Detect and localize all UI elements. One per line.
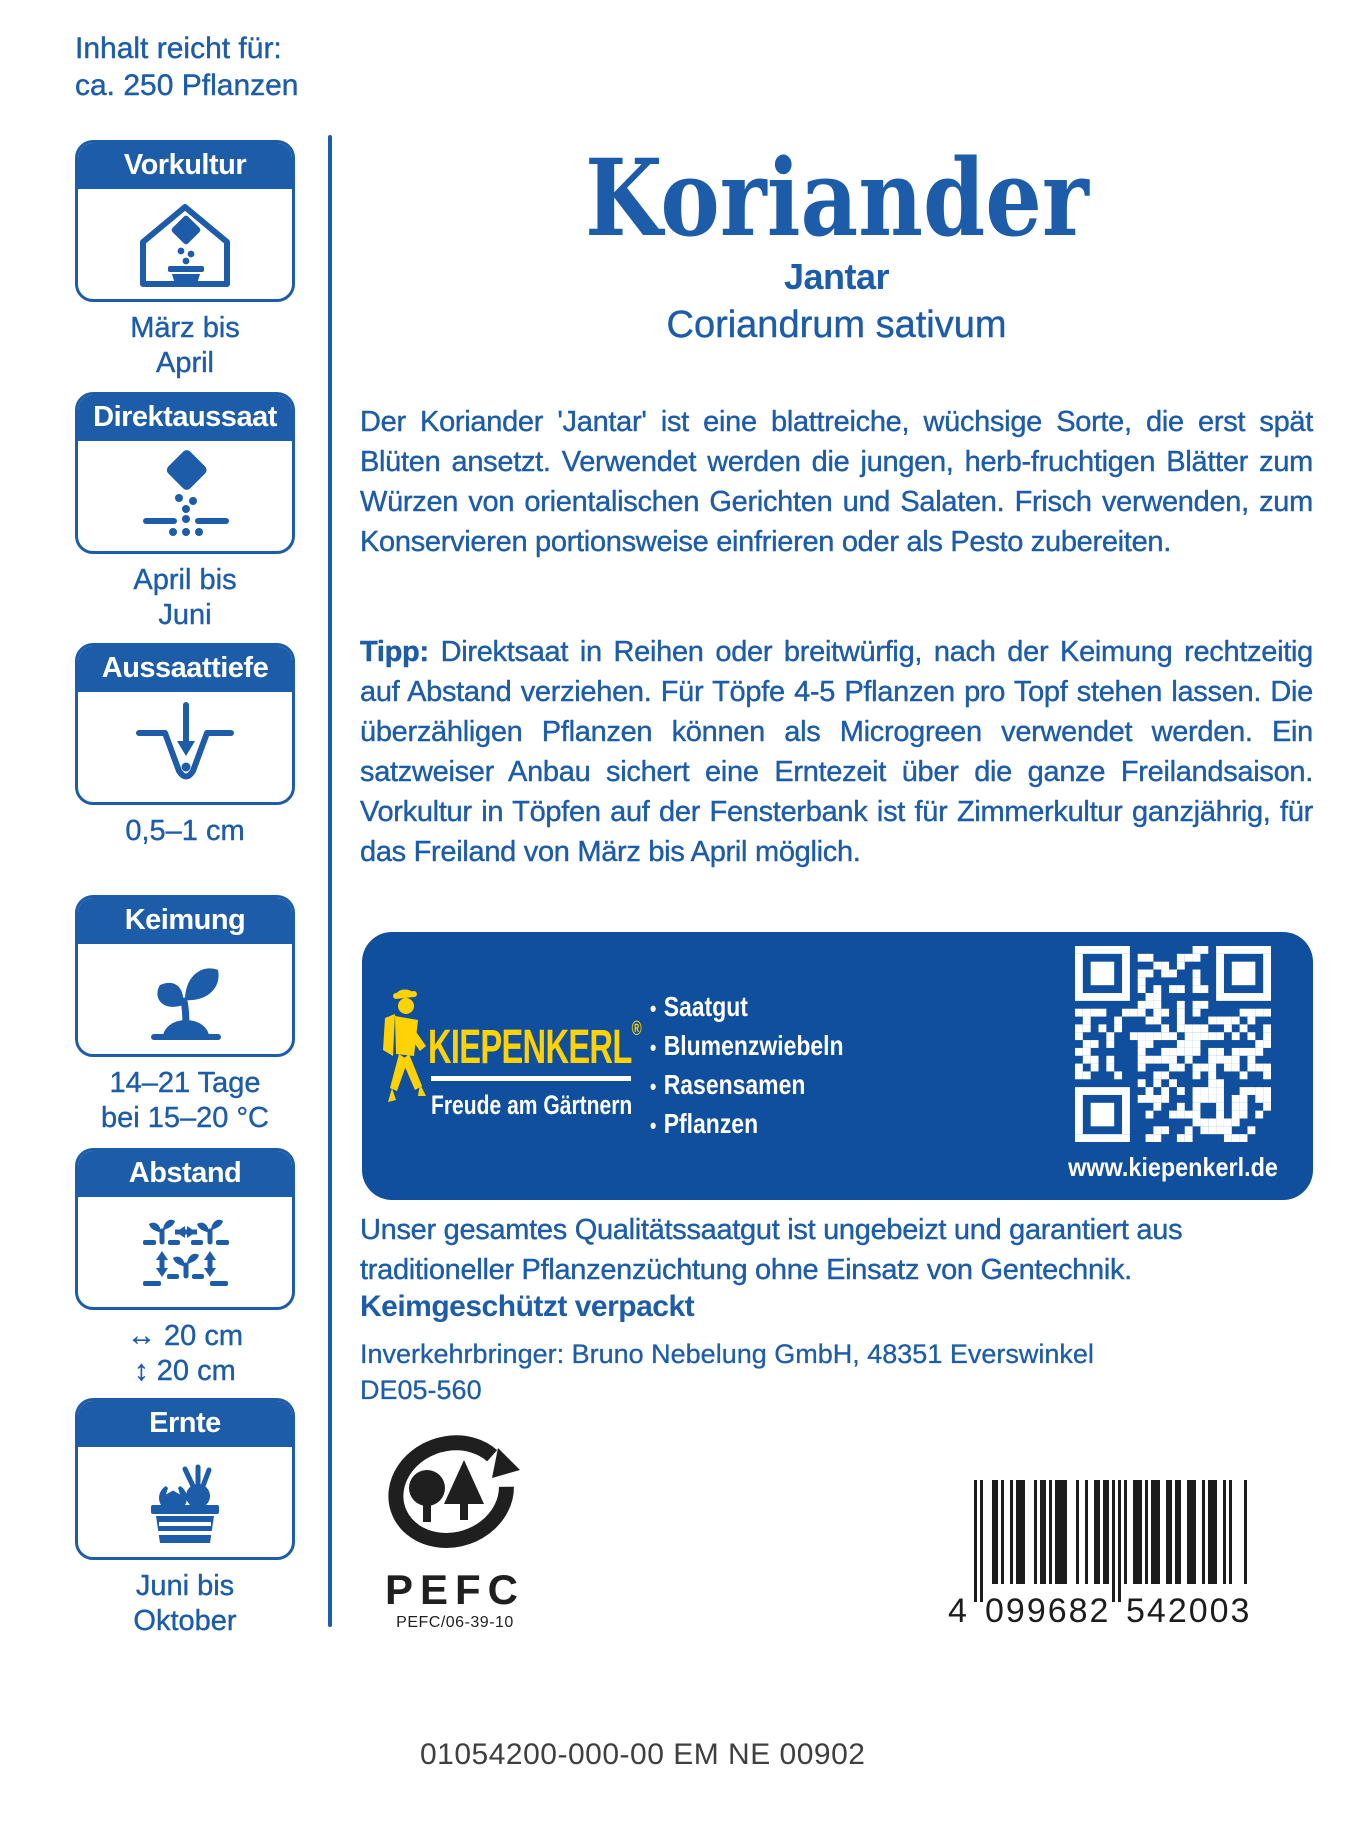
pefc-certificate-code: PEFC/06-39-10 [396,1614,514,1631]
brand-banner [362,932,1313,1200]
sowing-depth-icon [133,697,237,797]
packaging-note: Keimgeschützt verpackt [360,1290,695,1323]
card-caption-line: April [155,347,214,379]
card-icon-area [78,189,292,299]
card-title: Aussaattiefe [78,646,292,692]
card-frame [75,392,295,554]
barcode-right-group: 542003 [1126,1592,1252,1630]
brand-slogan: Freude am Gärtnern [431,1090,633,1120]
card-caption [75,1569,295,1639]
card-caption [75,1319,295,1389]
sidebar-card-vorkultur [75,140,295,381]
card-title: Vorkultur [78,143,292,189]
ean-barcode [948,1480,1272,1640]
germination-icon [133,949,237,1049]
card-frame [75,140,295,302]
botanical-name: Coriandrum sativum [666,304,1007,346]
qr-code [1075,946,1271,1142]
pefc-wordmark: PEFC [384,1566,525,1613]
card-caption-line: April bis [133,564,237,596]
product-item: • Saatgut [650,988,844,1027]
tip-paragraph [360,632,1313,872]
card-caption-line: ↔ 20 cm [126,1320,244,1352]
content-note-line1: Inhalt reicht für: [75,32,282,65]
brand-name: KIEPENKERL [428,1021,632,1074]
product-item: • Pflanzen [650,1105,844,1144]
content-note-line2: ca. 250 Pflanzen [75,69,299,102]
sidebar-card-abstand [75,1148,295,1389]
product-list [650,988,886,1144]
brand-wordmark [428,1018,641,1075]
card-caption-line: Oktober [133,1605,237,1637]
sidebar-card-direktaussaat [75,392,295,633]
card-icon-area [78,1447,292,1557]
precultivation-icon [133,194,237,294]
product-item: • Rasensamen [650,1066,844,1105]
card-caption-line: ↕ 20 cm [134,1355,236,1387]
barcode-lead-digit: 4 [948,1592,967,1630]
sidebar-card-aussaattiefe [75,643,295,849]
barcode-left-group: 099682 [985,1592,1111,1630]
content-note [75,30,299,104]
card-title: Keimung [78,898,292,944]
distributor-line2: DE05-560 [360,1375,482,1405]
vertical-divider [328,135,332,1627]
card-caption [75,1066,295,1136]
card-caption [75,563,295,633]
website-url: www.kiepenkerl.de [1068,1152,1278,1182]
card-frame [75,895,295,1057]
description-paragraph: Der Koriander 'Jantar' ist eine blattreiche, wüchsige Sorte, die erst spät Blüten ansetzt. Verwendet werden die jungen, herb-fruchtigen Blätter zum Würzen von orientalischen Gerichten und Salaten. Frisch verwenden, zum Konservieren portionsweise einfrieren oder als Pesto zubereiten. [360,406,1313,558]
card-icon-area [78,441,292,551]
direct-sowing-icon [133,446,237,546]
card-icon-area [78,944,292,1054]
distributor-info [360,1336,1313,1408]
pefc-block [380,1432,540,1631]
sidebar-card-keimung [75,895,295,1136]
card-caption [75,311,295,381]
tip-text: Direktsaat in Reihen oder breitwürfig, nach der Keimung rechtzeitig auf Abstand verziehen. Für Töpfe 4-5 Pflanzen pro Topf stehen lassen. Die überzähligen Pflanzen können als Microgreen verwendet werden. Ein satzweiser Anbau sichert eine Erntezeit über die ganze Freilandsaison. Vorkultur in Töpfen auf der Fensterbank ist für Zimmerkultur ganzjährig, für das Freiland von März bis April möglich. [360,636,1313,868]
sidebar-card-ernte [75,1398,295,1639]
card-caption-line: März bis [130,312,240,344]
card-frame [75,1148,295,1310]
card-icon-area [78,692,292,802]
barcode-bars [952,1480,1272,1610]
card-caption-line: 0,5–1 cm [125,815,245,847]
card-frame [75,643,295,805]
product-title [360,135,1313,260]
variety-name: Jantar [783,256,890,297]
harvest-icon [133,1452,237,1552]
pefc-logo [380,1432,530,1562]
card-caption-line: Juni bis [135,1570,235,1602]
card-icon-area [78,1197,292,1307]
distributor-line1: Inverkehrbringer: Bruno Nebelung GmbH, 48351 Everswinkel [360,1339,1094,1369]
card-caption [75,814,295,849]
product-title-text: Koriander [584,135,1089,260]
kiepenkerl-figure-icon [382,984,430,1122]
spacing-icon [133,1202,237,1302]
card-title: Direktaussaat [78,395,292,441]
card-title: Abstand [78,1151,292,1197]
product-code: 01054200-000-00 EM NE 00902 [420,1738,866,1771]
card-title: Ernte [78,1401,292,1447]
brand-rule [431,1076,631,1081]
product-item: • Blumenzwiebeln [650,1027,844,1066]
card-caption-line: Juni [158,599,212,631]
card-frame [75,1398,295,1560]
tip-label: Tipp: [360,636,429,668]
card-caption-line: bei 15–20 °C [101,1102,269,1134]
card-caption-line: 14–21 Tage [109,1067,261,1099]
registered-mark: ® [631,1018,641,1040]
quality-text: Unser gesamtes Qualitätssaatgut ist ungebeizt und garantiert aus traditioneller Pflanzenzüchtung ohne Einsatz von Gentechnik. [360,1214,1183,1286]
